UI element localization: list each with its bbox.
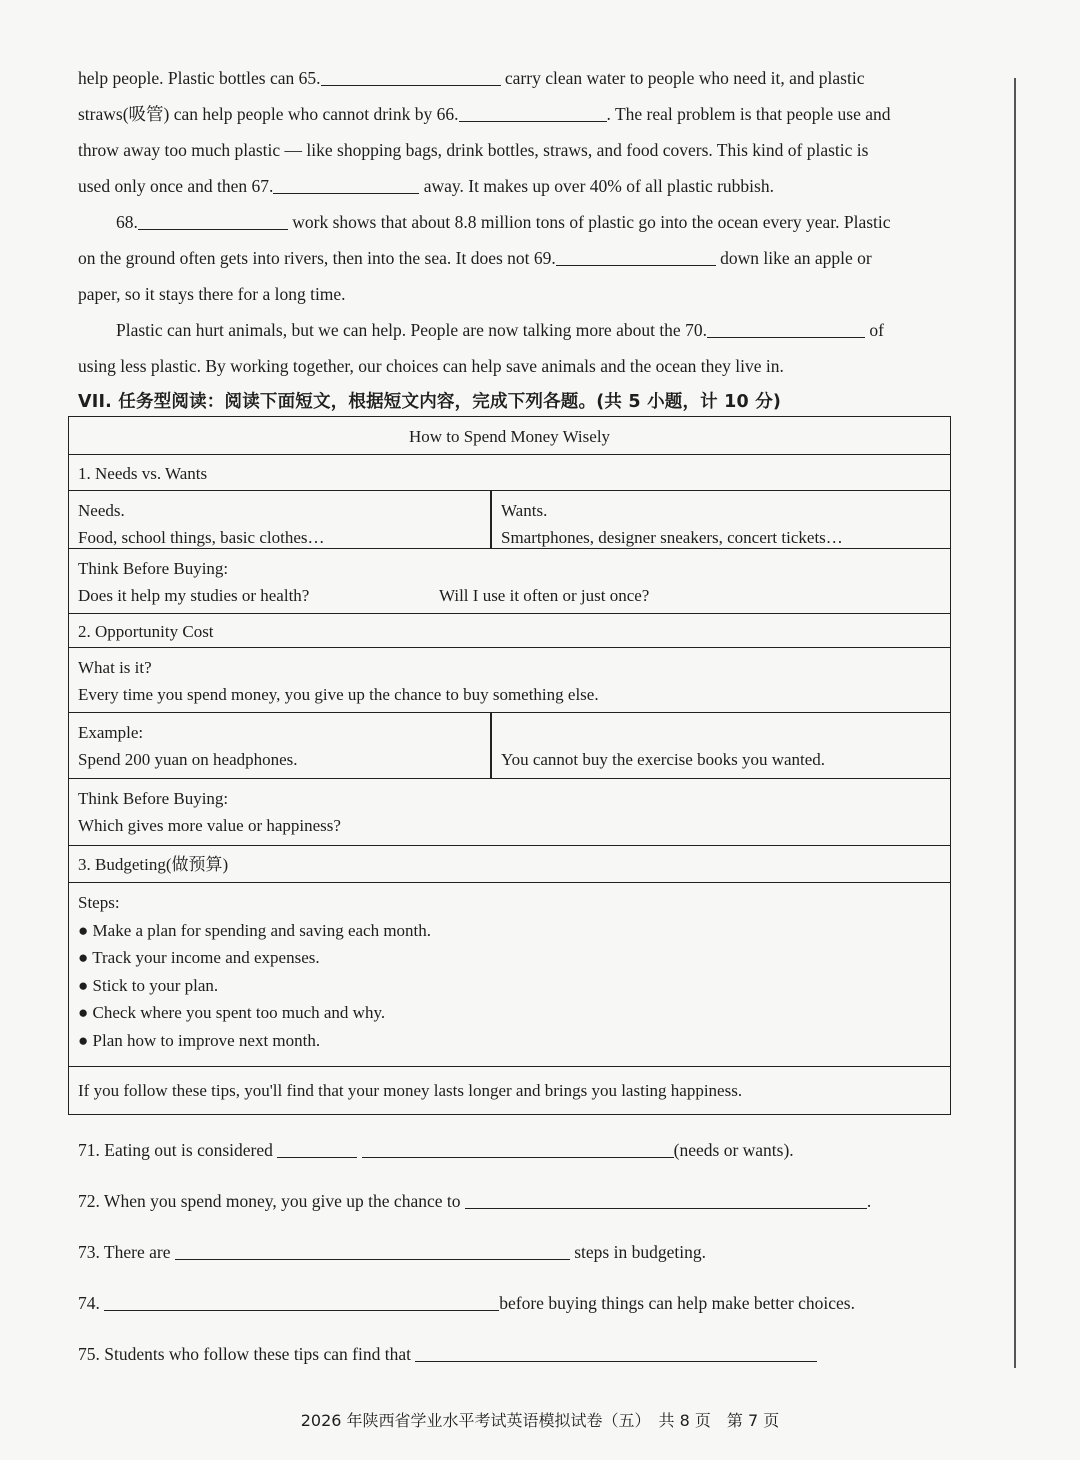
page-footer: 2026 年陕西省学业水平考试英语模拟试卷（五） 共 8 页 第 7 页: [300, 1411, 780, 1430]
table-row: [69, 846, 950, 883]
question-74: 74. before buying things can help make better choices.: [78, 1293, 855, 1313]
answer-blank-75[interactable]: [415, 1343, 817, 1362]
answer-blank-71a[interactable]: [277, 1139, 357, 1158]
what-is-it-cell: [69, 648, 950, 714]
think-question: Does it help my studies or health?: [78, 586, 310, 605]
blank-67[interactable]: [273, 175, 419, 194]
table-title-row: [69, 417, 950, 455]
passage-text: on the ground often gets into rivers, then into the sea. It does not 69.: [78, 248, 556, 268]
wants-label: Wants.: [501, 501, 548, 520]
table-row: [69, 455, 950, 491]
steps-cell: [69, 883, 950, 1060]
passage-text: Plastic can hurt animals, but we can help. People are now talking more about the 70.: [116, 320, 707, 340]
section-heading-opportunity-cost: 2. Opportunity Cost: [78, 622, 214, 641]
table-title: How to Spend Money Wisely: [408, 427, 611, 446]
blank-68[interactable]: [138, 211, 288, 230]
page-edge-line: [1014, 78, 1016, 1368]
example-right-cell: [492, 713, 949, 779]
table-row: [69, 1067, 950, 1114]
passage-text: carry clean water to people who need it, and plastic: [504, 68, 865, 88]
table-row: [69, 648, 950, 713]
passage-paragraph-2: [78, 204, 970, 312]
needs-cell: [69, 491, 490, 557]
table-row: [69, 614, 950, 648]
example-cell: [69, 713, 490, 779]
table-row: [69, 491, 950, 549]
example-left: Spend 200 yuan on headphones.: [78, 750, 298, 769]
answer-blank-71b[interactable]: [362, 1139, 674, 1158]
wants-items: Smartphones, designer sneakers, concert tickets…: [501, 528, 843, 547]
example-label: Example:: [78, 723, 144, 742]
section-title: VII. 任务型阅读：阅读下面短文，根据短文内容，完成下列各题。(共 5 小题，计 10 分): [78, 392, 782, 412]
think-question: Will I use it often or just once?: [439, 586, 650, 605]
needs-items: Food, school things, basic clothes…: [78, 528, 325, 547]
passage-paragraph-1: [78, 60, 970, 204]
think-before-buying-cell: [69, 549, 950, 615]
what-label: What is it?: [78, 658, 152, 677]
passage-text: of: [869, 320, 884, 340]
section-heading-budgeting: 3. Budgeting(做预算): [78, 855, 229, 874]
passage-text: used only once and then 67.: [78, 176, 274, 196]
table-row: [69, 883, 950, 1067]
passage-text: work shows that about 8.8 million tons of plastic go into the ocean every year. Plastic: [292, 212, 891, 232]
blank-70[interactable]: [707, 319, 865, 338]
step-item: ● Stick to your plan.: [78, 975, 219, 995]
reading-table: [68, 416, 951, 1115]
passage-text: straws(吸管) can help people who cannot drink by 66.: [78, 104, 459, 124]
wants-cell: [492, 491, 949, 557]
passage-paragraph-3: [78, 312, 970, 384]
question-72: 72. When you spend money, you give up the chance to .: [78, 1191, 872, 1211]
passage-text: paper, so it stays there for a long time.: [78, 284, 346, 304]
step-item: ● Track your income and expenses.: [78, 948, 320, 967]
passage-text: help people. Plastic bottles can 65.: [78, 68, 321, 88]
answer-blank-73[interactable]: [175, 1241, 570, 1260]
answer-blank-72[interactable]: [465, 1190, 867, 1209]
think-question: Which gives more value or happiness?: [78, 816, 341, 835]
example-right: You cannot buy the exercise books you wanted.: [501, 750, 826, 769]
question-73: 73. There are steps in budgeting.: [78, 1242, 706, 1262]
passage-text: down like an apple or: [720, 248, 872, 268]
table-row: [69, 779, 950, 846]
question-75: 75. Students who follow these tips can find that: [78, 1343, 817, 1365]
passage-text: . The real problem is that people use and: [606, 104, 891, 124]
steps-label: Steps:: [78, 893, 120, 912]
passage-text: away. It makes up over 40% of all plastic rubbish.: [423, 176, 774, 196]
step-item: ● Make a plan for spending and saving each month.: [78, 920, 432, 940]
blank-65[interactable]: [321, 67, 501, 86]
question-71: 71. Eating out is considered (needs or wants).: [78, 1140, 794, 1160]
think-label: Think Before Buying:: [78, 789, 229, 808]
table-row: [69, 713, 950, 779]
passage-text: 68.: [116, 212, 138, 232]
blank-69[interactable]: [556, 247, 716, 266]
conclusion-text: If you follow these tips, you'll find that your money lasts longer and brings you lasting happiness.: [78, 1081, 743, 1100]
blank-66[interactable]: [459, 103, 607, 122]
think-before-buying-cell: [69, 779, 950, 845]
what-text: Every time you spend money, you give up the chance to buy something else.: [78, 685, 599, 704]
needs-label: Needs.: [78, 501, 125, 520]
step-item: ● Plan how to improve next month.: [78, 1030, 321, 1050]
passage-text: throw away too much plastic — like shopping bags, drink bottles, straws, and food covers. This kind of plastic is: [78, 140, 869, 160]
answer-blank-74[interactable]: [104, 1292, 499, 1311]
step-item: ● Check where you spent too much and why.: [78, 1003, 386, 1022]
passage-text: using less plastic. By working together, our choices can help save animals and the ocean they live in.: [78, 356, 784, 376]
think-label: Think Before Buying:: [78, 559, 229, 578]
section-heading-needs-wants: 1. Needs vs. Wants: [78, 464, 208, 483]
table-row: [69, 549, 950, 614]
